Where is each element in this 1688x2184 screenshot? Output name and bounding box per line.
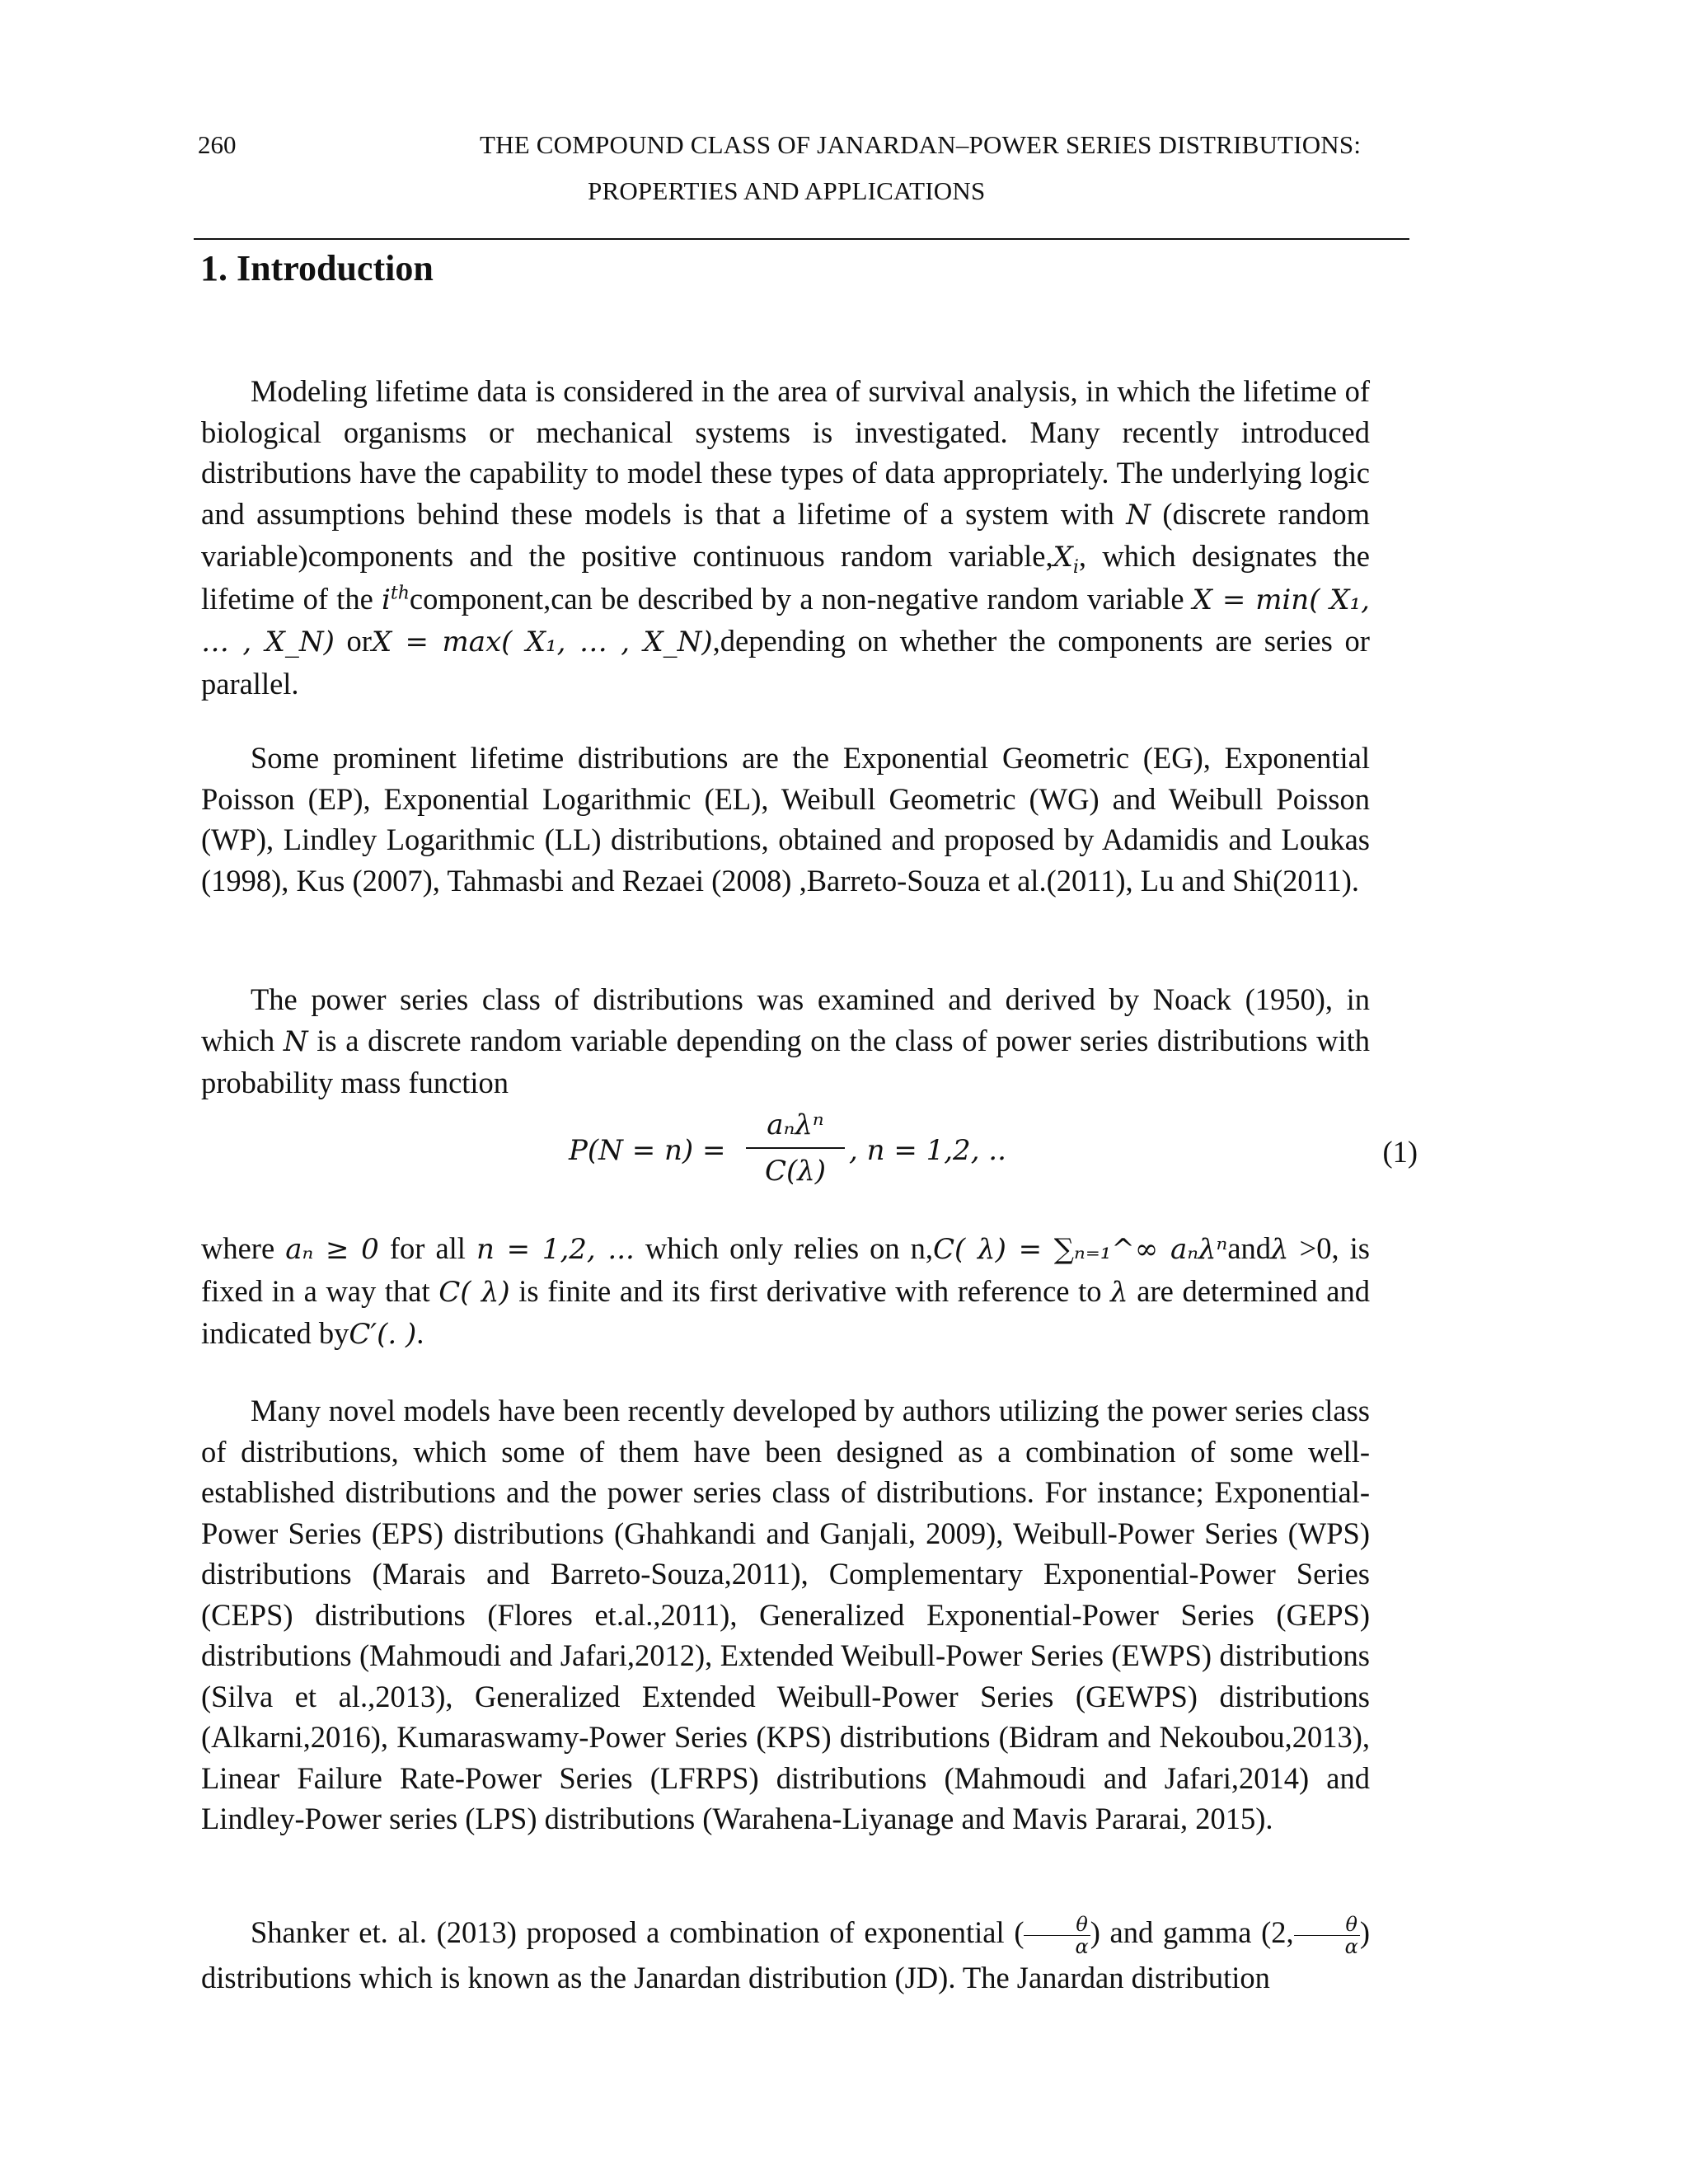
math-min-expression: X = min( X₁, … , X_N) (201, 583, 1370, 658)
math-theta-over-alpha: $\frac{\theta}{\alpha}$ (1294, 1914, 1360, 1957)
equation-denominator: C(λ) (764, 1155, 827, 1188)
header-rule (194, 238, 1409, 240)
p1-text-b: (discrete random variable)components and the positive continuous random variable, (201, 496, 1370, 573)
running-title-line1: THE COMPOUND CLASS OF JANARDAN–POWER SERIES DISTRIBUTIONS: (480, 130, 1362, 159)
p2-text: Some prominent lifetime distributions are the Exponential Geometric (EG), Exponential Poisson (EP), Exponential Logarithmic (EL), Weibull Geometric (WG) and Weibull Poisson (WP), Lindley Logarithmic (LL) distributions, obtained and proposed by Adamidis and Loukas (1998), Kus (2007), Tahmasbi and Rezaei (2008) ,Barreto-Souza et al.(2011), Lu and Shi(2011). (201, 741, 1370, 898)
equation-rhs: , n = 1,2, .. (849, 1134, 1006, 1167)
p5-text: Many novel models have been recently developed by authors utilizing the power series class of distributions, which some of them have been designed as a combination of some well-established distributions and the power series class of distributions. For instance; Exponential-Power Series (EPS) distributions (Ghahkandi and Ganjali, 2009), Weibull-Power Series (WPS) distributions (Marais and Barreto-Souza,2011), Complementary Exponential-Power Series (CEPS) distributions (Flores et.al.,2011), Generalized Exponential-Power Series (GEPS) distributions (Mahmoudi and Jafari,2012), Extended Weibull-Power Series (EWPS) distributions (Silva et al.,2013), Generalized Extended Weibull-Power Series (GEWPS) distributions (Alkarni,2016), Kumaraswamy-Power Series (KPS) distributions (Bidram and Nekoubou,2013), Linear Failure Rate-Power Series (LFRPS) distributions (Mahmoudi and Jafari,2014) and Lindley-Power series (LPS) distributions (Warahena-Liyanage and Mavis Pararai, 2015). (201, 1394, 1370, 1835)
math-N: N (1126, 498, 1151, 532)
math-an-condition: aₙ ≥ 0 (285, 1233, 379, 1266)
equation-fraction (746, 1104, 845, 1192)
p3-text-b: is a discrete random variable depending on the class of power series distributions with probability mass function (201, 1023, 1370, 1099)
math-max-expression: X = max( X₁, … , X_N) (371, 626, 713, 658)
section-heading: 1. Introduction (200, 248, 434, 288)
equation-1 (569, 1104, 1418, 1203)
math-theta-over-alpha: $\frac{\theta}{\alpha}$ (1024, 1914, 1090, 1957)
p1-text-d: component,can be described by a non-negative random variable (409, 581, 1193, 616)
fraction-bar (746, 1147, 845, 1149)
math-C-definition: C( λ) = ∑ₙ₌₁^∞ aₙλⁿ (933, 1233, 1228, 1266)
math-lambda: λ (1271, 1233, 1289, 1266)
paragraph-5 (201, 1390, 1370, 1840)
paragraph-6: Shanker et. al. (2013) proposed a combination of exponential ( $\frac{\theta}{\alpha}$ ) and gamma (2, $\frac{\theta}{\alpha}$ ) distributions which is known as the Janardan distribution (JD). The Janardan distribution (201, 1913, 1371, 1995)
p1-text-a: Modeling lifetime data is considered in the area of survival analysis, in which the lifetime of biological organisms or mechanical systems is investigated. Many recently introduced distributions have the capability to model these types of data appropriately. The underlying logic and assumptions behind these models is that a lifetime of a system with (201, 374, 1370, 531)
math-n-values: n = 1,2, ... (476, 1233, 635, 1266)
paragraph-4: where aₙ ≥ 0 for all n = 1,2, ... which only relies on n,C( λ) = ∑ₙ₌₁^∞ aₙλⁿandλ >0, is fixed in a way that C( λ) is finite and its first derivative with reference to λ are determined and indicated byC′(. ). (201, 1231, 1370, 1351)
p1-text-c: , which designates the lifetime of the (201, 539, 1370, 616)
math-C-lambda: C( λ) (438, 1275, 510, 1309)
running-title-line2: PROPERTIES AND APPLICATIONS (588, 176, 986, 205)
paragraph-3 (201, 979, 1370, 1104)
math-lambda: λ (1110, 1275, 1128, 1309)
p1-text-f: ,depending on whether the components are series or parallel. (201, 624, 1370, 701)
equation-number: (1) (1382, 1135, 1418, 1169)
math-C-prime: C′(. ) (349, 1318, 417, 1351)
paragraph-2 (201, 738, 1370, 901)
math-Xi: $X_i$ (1053, 541, 1079, 578)
equation-lhs: P(N = n) = (569, 1134, 726, 1167)
equation-numerator: aₙλⁿ (767, 1108, 824, 1141)
math-N: N (283, 1024, 308, 1058)
paragraph-1 (201, 371, 1370, 704)
math-ith: $i^{th}$ (382, 583, 410, 616)
p3-text-a: The power series class of distributions was examined and derived by Noack (1950), in which (201, 982, 1370, 1057)
p1-text-e: or (334, 624, 372, 658)
page-number: 260 (198, 130, 237, 159)
